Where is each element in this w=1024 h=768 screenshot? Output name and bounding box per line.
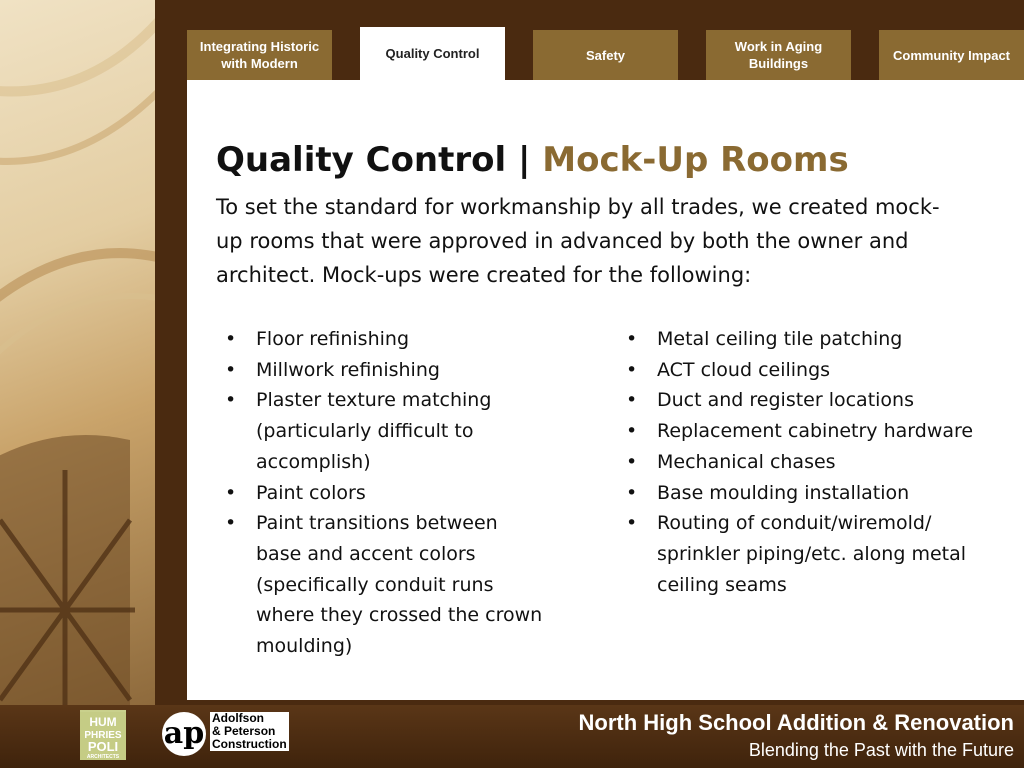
list-item: • Plaster texture matching (particularly difficult to accomplish) [215,385,545,477]
list-item: • Duct and register locations [616,385,986,416]
tab-safety[interactable]: Safety [533,30,678,80]
tab-quality-control[interactable]: Quality Control [360,27,505,80]
ap-logo-line: Adolfson [210,712,289,725]
svg-text:ARCHITECTS: ARCHITECTS [86,754,120,760]
list-item: • Replacement cabinetry hardware [616,416,986,447]
list-item: • Base moulding installation [616,478,986,509]
list-item: • Millwork refinishing [215,355,545,386]
list-item: • ACT cloud ceilings [616,355,986,386]
ap-logo-line: & Peterson [210,725,289,738]
decorative-arch-image [0,0,155,705]
svg-text:POLI: POLI [87,739,119,754]
list-item: • Floor refinishing [215,324,545,355]
list-item: • Metal ceiling tile patching [616,324,986,355]
left-bullet-list [215,324,545,662]
right-bullet-list [616,324,986,600]
svg-text:HUM: HUM [89,715,117,729]
ap-logo-mark: ap [162,712,206,756]
humphries-poli-logo [80,710,126,758]
footer-title: North High School Addition & Renovation [578,710,1014,735]
svg-text:PHRIES: PHRIES [84,730,122,741]
list-item: • Routing of conduit/wiremold/ sprinkler piping/etc. along metal ceiling seams [616,508,986,600]
list-item: • Mechanical chases [616,447,986,478]
title-accent: Mock-Up Rooms [542,140,849,180]
ap-logo-line: Construction [212,737,287,751]
page-title [216,140,849,180]
title-main: Quality Control | [216,140,543,180]
adolfson-peterson-logo [162,712,302,756]
intro-paragraph: To set the standard for workmanship by all trades, we created mock-up rooms that were approved in advanced by both the owner and architect. Mock-ups were created for the following: [216,195,940,287]
footer-subtitle: Blending the Past with the Future [748,740,1014,760]
tab-community-impact[interactable]: Community Impact [879,30,1024,80]
tab-work-in-aging-buildings[interactable]: Work in Aging Buildings [706,30,851,80]
list-item: • Paint transitions between base and accent colors (specifically conduit runs where they crossed the crown moulding) [215,508,545,662]
tab-integrating-historic[interactable]: Integrating Historic with Modern [187,30,332,80]
ap-logo-text [210,712,289,751]
list-item: • Paint colors [215,478,545,509]
